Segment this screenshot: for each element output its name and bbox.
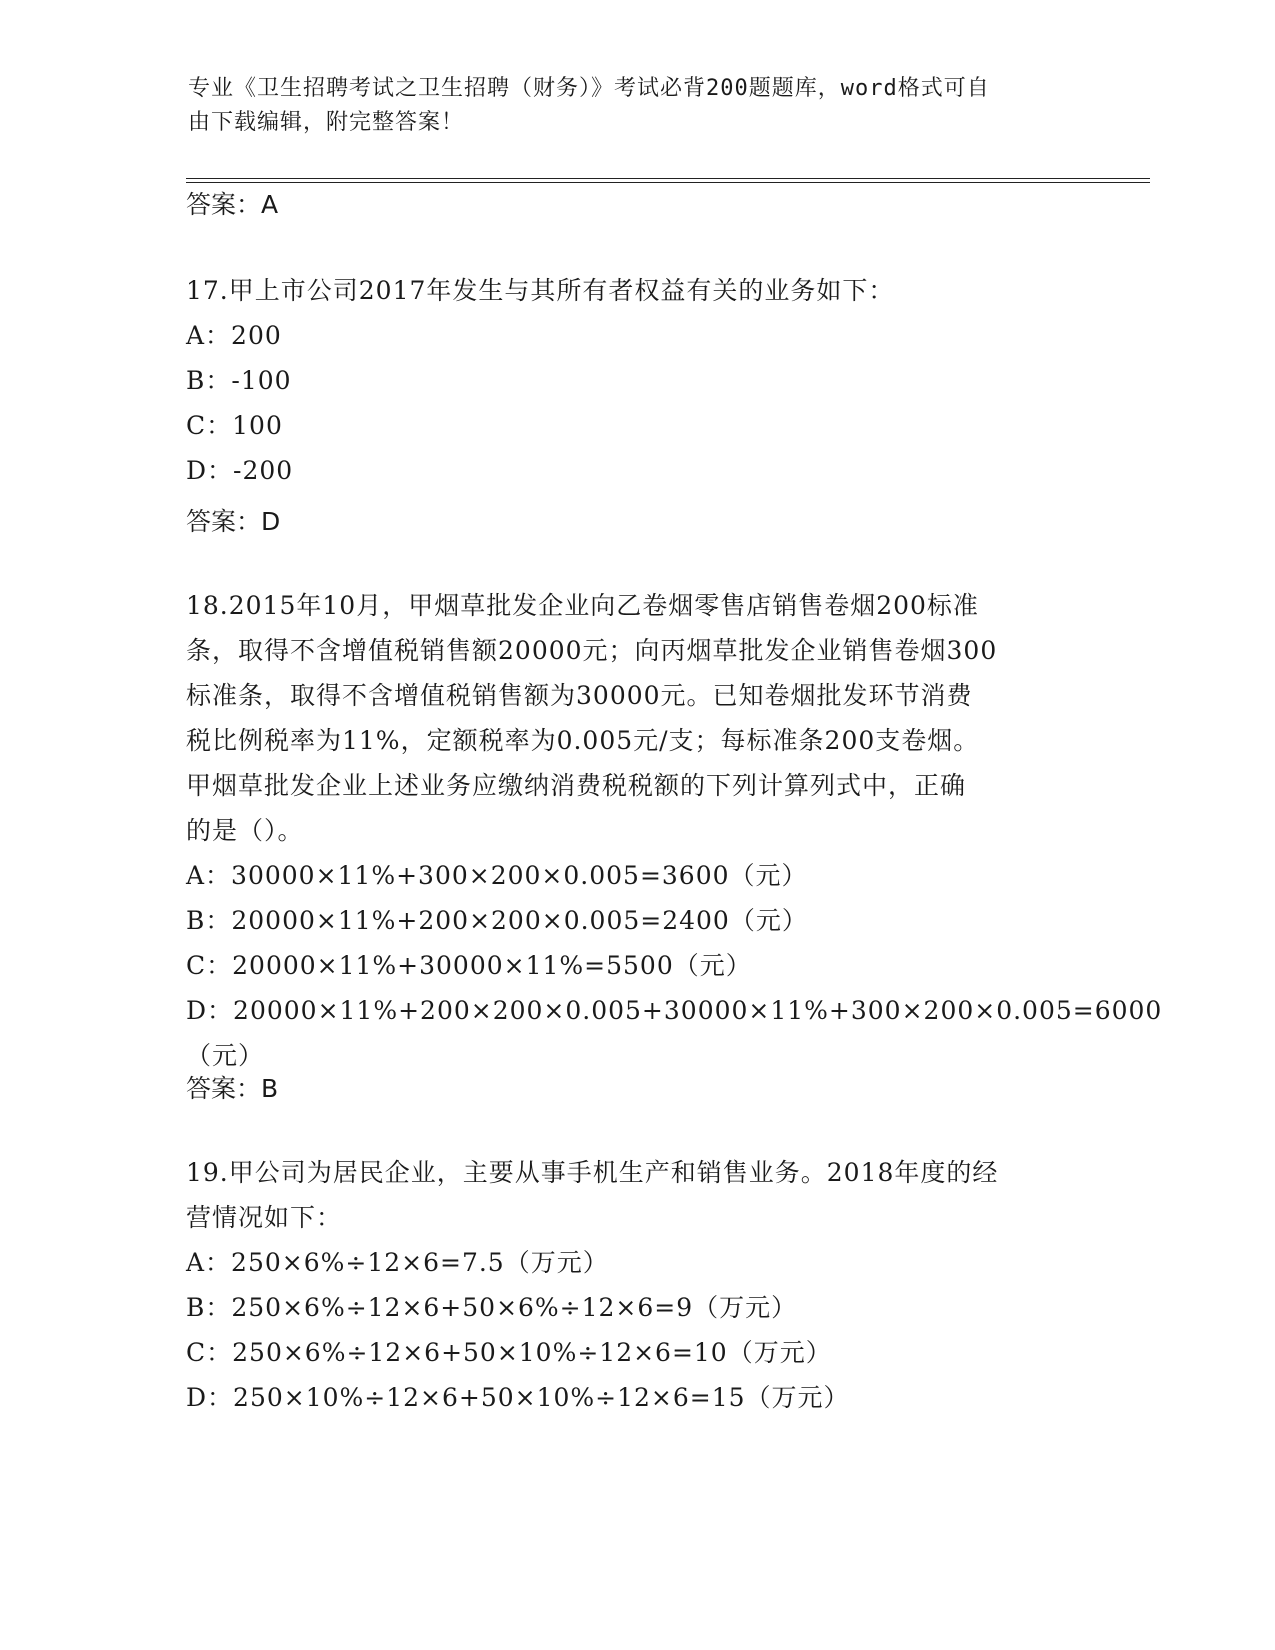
header-divider xyxy=(186,178,1150,179)
question-17-option-b: B：-100 xyxy=(186,366,292,395)
question-18-line: 标准条，取得不含增值税销售额为30000元。已知卷烟批发环节消费 xyxy=(186,681,973,710)
question-17 xyxy=(186,268,1086,493)
question-19-option-b: B：250×6%÷12×6+50×6%÷12×6=9（万元） xyxy=(186,1293,798,1322)
question-18-line: 的是（）。 xyxy=(186,816,304,845)
header-divider-double xyxy=(186,182,1150,183)
question-19-option-d: D：250×10%÷12×6+50×10%÷12×6=15（万元） xyxy=(186,1383,850,1412)
question-18-line: 18.2015年10月，甲烟草批发企业向乙卷烟零售店销售卷烟200标准 xyxy=(186,591,979,620)
question-19-line: 19.甲公司为居民企业，主要从事手机生产和销售业务。2018年度的经 xyxy=(186,1158,999,1187)
question-18-line: 税比例税率为11%，定额税率为0.005元/支；每标准条200支卷烟。 xyxy=(186,726,980,755)
question-18-option-a: A：30000×11%+300×200×0.005=3600（元） xyxy=(186,861,808,890)
question-18-option-b: B：20000×11%+200×200×0.005=2400（元） xyxy=(186,906,808,935)
question-18-answer: 答案：B xyxy=(186,1074,279,1103)
question-18-line: 甲烟草批发企业上述业务应缴纳消费税税额的下列计算列式中，正确 xyxy=(186,771,967,800)
document-header xyxy=(188,72,1068,140)
question-18-text xyxy=(186,583,1086,853)
previous-answer: 答案：A xyxy=(186,190,279,219)
header-line-1: 专业《卫生招聘考试之卫生招聘（财务）》考试必背200题题库，word格式可自 xyxy=(188,76,990,101)
question-19 xyxy=(186,1150,1086,1420)
question-18-option-d-continued: （元） xyxy=(186,1041,265,1070)
question-19-line: 营情况如下： xyxy=(186,1203,343,1232)
question-18-line: 条，取得不含增值税销售额20000元；向丙烟草批发企业销售卷烟300 xyxy=(186,636,998,665)
header-line-2: 由下载编辑，附完整答案！ xyxy=(188,110,465,135)
question-18-option-c: C：20000×11%+30000×11%=5500（元） xyxy=(186,951,752,980)
question-18 xyxy=(186,583,1162,1078)
question-19-text xyxy=(186,1150,1086,1240)
question-17-option-a: A：200 xyxy=(186,321,282,350)
question-17-answer: 答案：D xyxy=(186,507,281,536)
question-17-option-d: D：-200 xyxy=(186,456,294,485)
question-19-option-a: A：250×6%÷12×6=7.5（万元） xyxy=(186,1248,609,1277)
question-17-option-c: C：100 xyxy=(186,411,283,440)
question-18-option-d: D：20000×11%+200×200×0.005+30000×11%+300×200×0.005=6000 xyxy=(186,996,1163,1025)
question-19-option-c: C：250×6%÷12×6+50×10%÷12×6=10（万元） xyxy=(186,1338,832,1367)
question-17-text: 17.甲上市公司2017年发生与其所有者权益有关的业务如下： xyxy=(186,276,895,305)
